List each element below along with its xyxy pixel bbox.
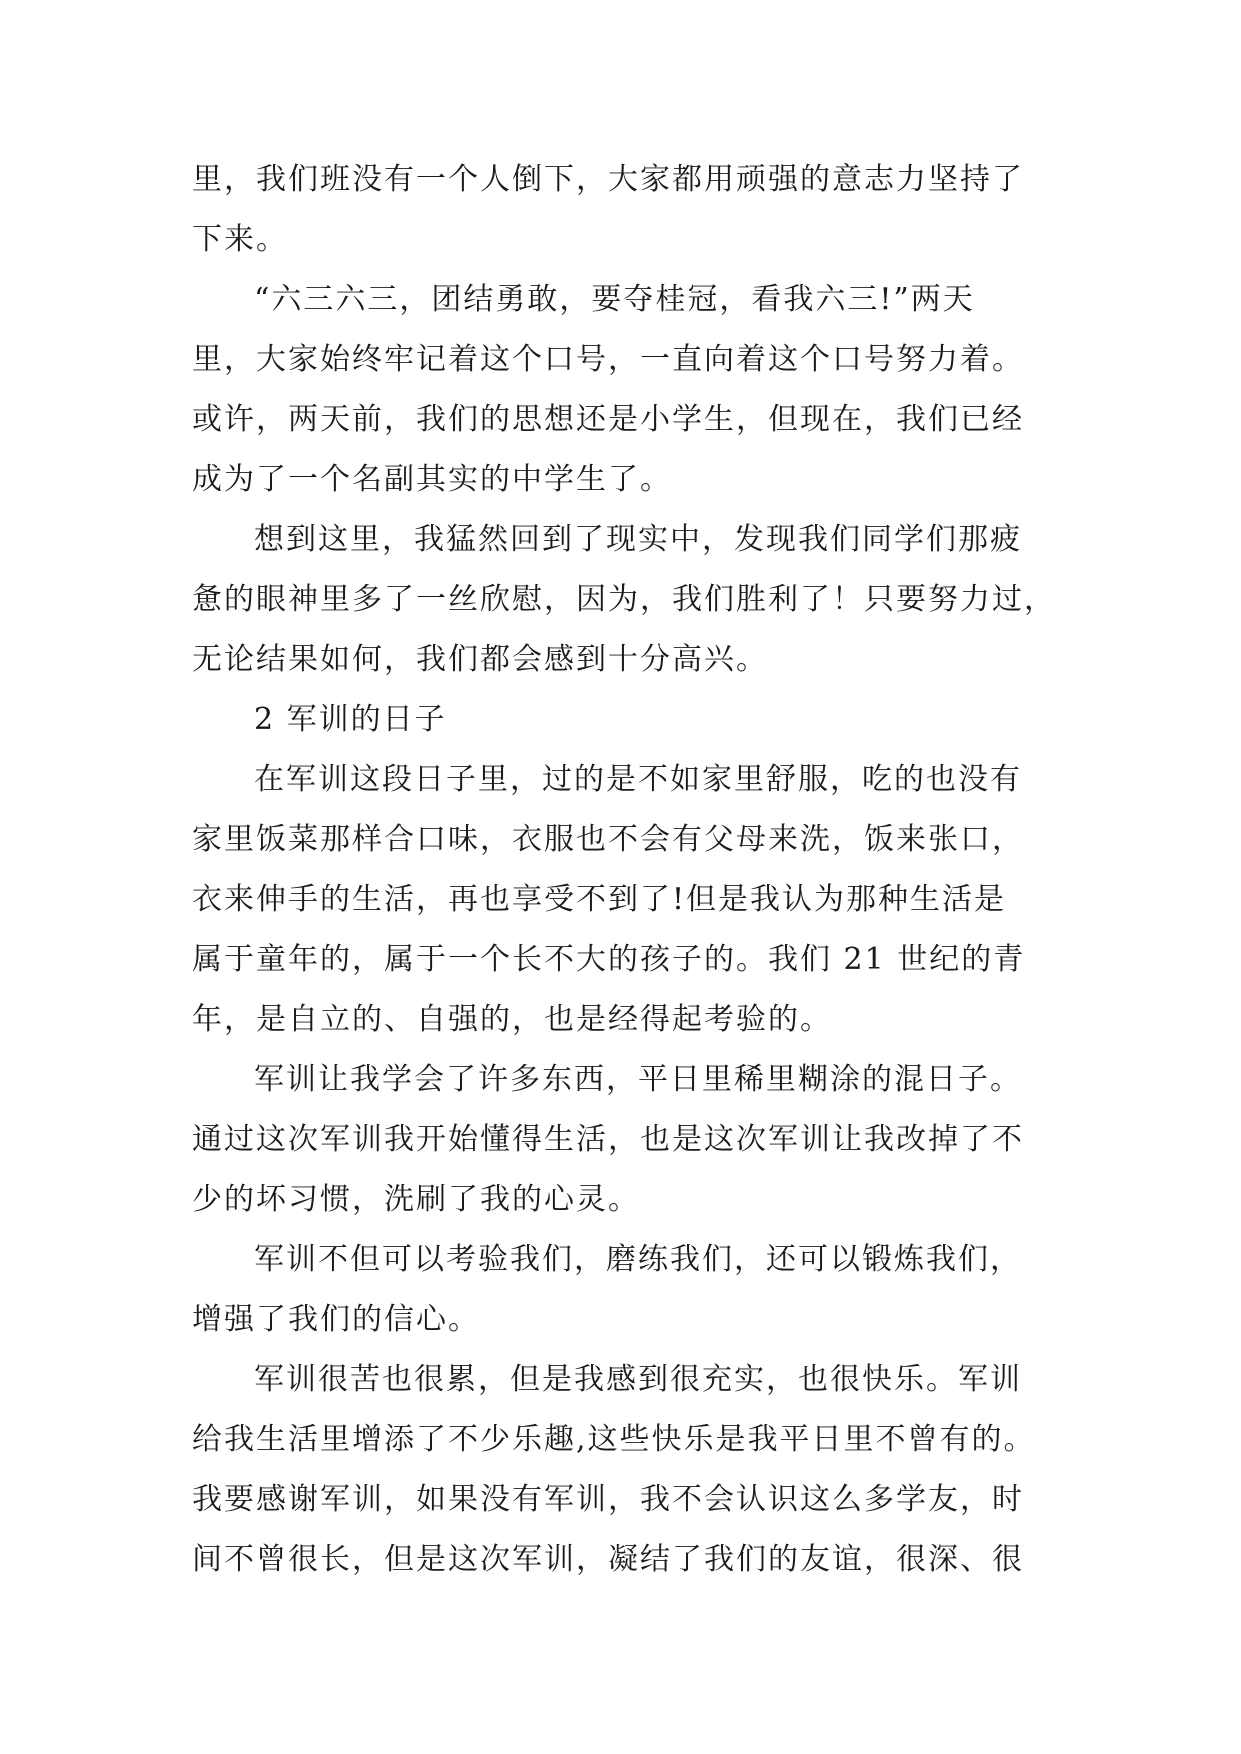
section-heading — [192, 690, 1092, 750]
text-line: 家里饭菜那样合口味，衣服也不会有父母来洗，饭来张口， — [192, 822, 1024, 857]
paragraph — [192, 510, 1092, 690]
text-line: 里，大家始终牢记着这个口号，一直向着这个口号努力着。 — [192, 342, 1024, 377]
text-line: 年，是自立的、自强的，也是经得起考验的。 — [192, 1002, 832, 1037]
paragraph — [192, 1050, 1092, 1230]
paragraph — [192, 1230, 1092, 1350]
paragraph — [192, 750, 1092, 1050]
text-line: 军训很苦也很累，但是我感到很充实，也很快乐。军训 — [254, 1362, 1022, 1397]
document-body — [192, 150, 1092, 1590]
paragraph — [192, 150, 1092, 270]
text-line: 无论结果如何，我们都会感到十分高兴。 — [192, 642, 768, 677]
text-line: 惫的眼神里多了一丝欣慰，因为，我们胜利了！只要努力过， — [192, 582, 1056, 617]
text-line: “六三六三，团结勇敢，要夺桂冠，看我六三!”两天 — [254, 282, 975, 317]
text-line: 军训不但可以考验我们，磨练我们，还可以锻炼我们， — [254, 1242, 1022, 1277]
text-line: 想到这里，我猛然回到了现实中，发现我们同学们那疲 — [254, 522, 1022, 557]
text-line: 增强了我们的信心。 — [192, 1302, 480, 1337]
text-line: 下来。 — [192, 222, 288, 257]
text-line: 在军训这段日子里，过的是不如家里舒服，吃的也没有 — [254, 762, 1022, 797]
text-line: 通过这次军训我开始懂得生活，也是这次军训让我改掉了不 — [192, 1122, 1024, 1157]
text-line: 我要感谢军训，如果没有军训，我不会认识这么多学友，时 — [192, 1482, 1024, 1517]
text-line: 间不曾很长，但是这次军训，凝结了我们的友谊，很深、很 — [192, 1542, 1024, 1577]
text-line: 军训让我学会了许多东西，平日里稀里糊涂的混日子。 — [254, 1062, 1022, 1097]
paragraph — [192, 270, 1092, 510]
text-line: 少的坏习惯，洗刷了我的心灵。 — [192, 1182, 640, 1217]
text-line: 给我生活里增添了不少乐趣,这些快乐是我平日里不曾有的。 — [192, 1422, 1036, 1457]
text-line: 或许，两天前，我们的思想还是小学生，但现在，我们已经 — [192, 402, 1024, 437]
text-line: 属于童年的，属于一个长不大的孩子的。我们 21 世纪的青 — [192, 942, 1026, 977]
heading-text: 2 军训的日子 — [254, 702, 447, 737]
text-line: 里，我们班没有一个人倒下，大家都用顽强的意志力坚持了 — [192, 162, 1024, 197]
paragraph — [192, 1350, 1092, 1590]
text-line: 成为了一个名副其实的中学生了。 — [192, 462, 672, 497]
text-line: 衣来伸手的生活，再也享受不到了!但是我认为那种生活是 — [192, 882, 1007, 917]
